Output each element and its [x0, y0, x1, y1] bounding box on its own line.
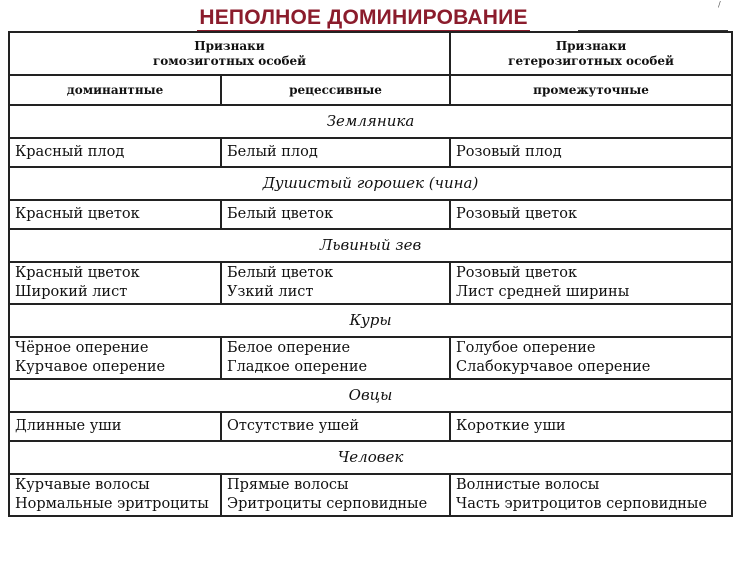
recessive-cell	[221, 412, 450, 441]
recessive-header: рецессивные	[221, 75, 450, 105]
intermediate-trait: Розовый цветок	[456, 206, 577, 222]
intermediate-trait: Розовый цветок	[456, 265, 577, 281]
recessive-cell	[221, 138, 450, 167]
heterozygous-header	[450, 32, 732, 75]
intermediate-trait: Голубое оперение	[456, 340, 596, 356]
dominant-cell	[9, 474, 221, 516]
dominant-cell	[9, 200, 221, 229]
dominant-cell	[9, 138, 221, 167]
group-row	[9, 379, 732, 412]
group-row	[9, 167, 732, 200]
dominant-trait: Курчавые волосы	[15, 477, 150, 493]
homozygous-header-line1: Признаки	[194, 38, 265, 53]
intermediate-header: промежуточные	[450, 75, 732, 105]
intermediate-cell	[450, 138, 732, 167]
recessive-cell	[221, 200, 450, 229]
trait-row	[9, 262, 732, 304]
recessive-cell	[221, 262, 450, 304]
trait-row	[9, 138, 732, 167]
dominant-cell	[9, 337, 221, 379]
recessive-trait: Эритроциты серповидные	[227, 496, 428, 512]
group-name: Куры	[9, 304, 732, 337]
recessive-cell	[221, 337, 450, 379]
intermediate-trait: Часть эритроцитов серповидные	[456, 496, 708, 512]
homozygous-header-line2: гомозиготных особей	[152, 53, 307, 68]
dominant-trait: Красный цветок	[15, 265, 140, 281]
intermediate-trait: Короткие уши	[456, 418, 566, 434]
intermediate-trait: Слабокурчавое оперение	[456, 359, 651, 375]
group-name: Овцы	[9, 379, 732, 412]
inheritance-table	[8, 31, 733, 517]
recessive-trait: Гладкое оперение	[227, 359, 368, 375]
recessive-cell	[221, 474, 450, 516]
group-name: Земляника	[9, 105, 732, 138]
intermediate-trait: Волнистые волосы	[456, 477, 600, 493]
dominant-trait: Курчавое оперение	[15, 359, 166, 375]
dominant-trait: Нормальные эритроциты	[15, 496, 209, 512]
intermediate-trait: Лист средней ширины	[456, 284, 630, 300]
group-row	[9, 229, 732, 262]
header-row-sub	[9, 75, 732, 105]
trait-row	[9, 412, 732, 441]
dominant-trait: Широкий лист	[15, 284, 128, 300]
intermediate-cell	[450, 412, 732, 441]
group-row	[9, 441, 732, 474]
dominant-header: доминантные	[9, 75, 221, 105]
intermediate-trait: Розовый плод	[456, 144, 562, 160]
recessive-trait: Узкий лист	[227, 284, 314, 300]
intermediate-cell	[450, 337, 732, 379]
dominant-cell	[9, 412, 221, 441]
trait-row	[9, 337, 732, 379]
intermediate-cell	[450, 262, 732, 304]
recessive-trait: Отсутствие ушей	[227, 418, 360, 434]
group-name: Львиный зев	[9, 229, 732, 262]
corner-mark: /	[718, 0, 721, 9]
dominant-trait: Красный цветок	[15, 206, 140, 222]
trait-row	[9, 200, 732, 229]
group-row	[9, 304, 732, 337]
page-title: НЕПОЛНОЕ ДОМИНИРОВАНИЕ	[0, 6, 727, 30]
dominant-trait: Красный плод	[15, 144, 125, 160]
intermediate-cell	[450, 200, 732, 229]
recessive-trait: Прямые волосы	[227, 477, 349, 493]
recessive-trait: Белый плод	[227, 144, 318, 160]
heterozygous-header-line1: Признаки	[555, 38, 627, 53]
dominant-trait: Длинные уши	[15, 418, 122, 434]
group-name: Душистый горошек (чина)	[9, 167, 732, 200]
intermediate-cell	[450, 474, 732, 516]
group-name: Человек	[9, 441, 732, 474]
heterozygous-header-line2: гетерозиготных особей	[508, 53, 674, 68]
recessive-trait: Белый цветок	[227, 265, 334, 281]
dominant-trait: Чёрное оперение	[15, 340, 149, 356]
dominant-cell	[9, 262, 221, 304]
recessive-trait: Белый цветок	[227, 206, 334, 222]
trait-row	[9, 474, 732, 516]
group-row	[9, 105, 732, 138]
header-row-main	[9, 32, 732, 75]
recessive-trait: Белое оперение	[227, 340, 351, 356]
homozygous-header	[9, 32, 450, 75]
